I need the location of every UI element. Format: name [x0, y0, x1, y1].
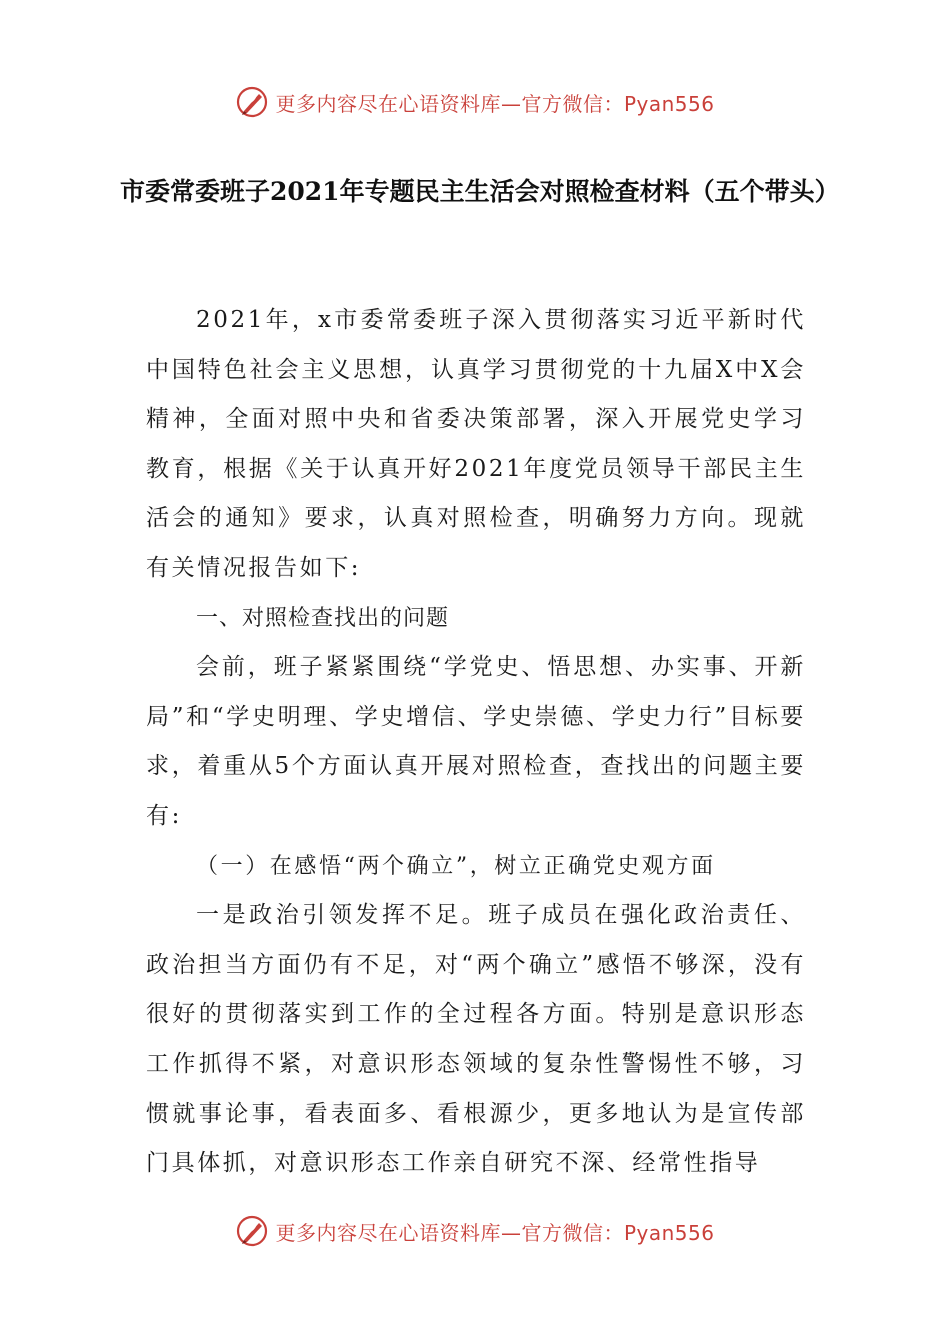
subsection-heading: （一）在感悟“两个确立”，树立正确党史观方面: [196, 853, 716, 879]
intro-paragraph: 2021年，x市委常委班子深入贯彻落实习近平新时代中国特色社会主义思想，认真学习贯彻党的十九届X中X会精神，全面对照中央和省委决策部署，深入开展党史学习教育，根据《关于认真开好2021年度党员领导干部民主生活会的通知》要求，认真对照检查，明确努力方向。现就有关情况报告如下:: [146, 307, 806, 581]
section-intro-paragraph: 会前，班子紧紧围绕“学党史、悟思想、办实事、开新局”和“学史明理、学史增信、学史崇德、学史力行”目标要求，着重从5个方面认真开展对照检查，查找出的问题主要有:: [146, 654, 806, 829]
subsection-paragraph: 一是政治引领发挥不足。班子成员在强化政治责任、政治担当方面仍有不足，对“两个确立”感悟不够深，没有很好的贯彻落实到工作的全过程各方面。特别是意识形态工作抓得不紧，对意识形态领域的复杂性警惕性不够，习惯就事论事，看表面多、看根源少，更多地认为是宣传部门具体抓，对意识形态工作亲自研究不深、经常性指导: [146, 902, 806, 1177]
watermark-text: 更多内容尽在心语资料库—官方微信：Pyan556: [275, 1220, 715, 1245]
watermark-banner-bottom: [0, 1211, 950, 1251]
quill-pen-logo-icon: [235, 1214, 269, 1248]
document-title: 市委常委班子2021年专题民主生活会对照检查材料（五个带头）: [120, 177, 840, 206]
document-body: [146, 296, 806, 1189]
watermark-banner-top: [0, 82, 950, 122]
section-heading: 一、对照检查找出的问题: [196, 605, 450, 631]
watermark-text: 更多内容尽在心语资料库—官方微信：Pyan556: [275, 91, 715, 116]
quill-pen-logo-icon: [235, 85, 269, 119]
